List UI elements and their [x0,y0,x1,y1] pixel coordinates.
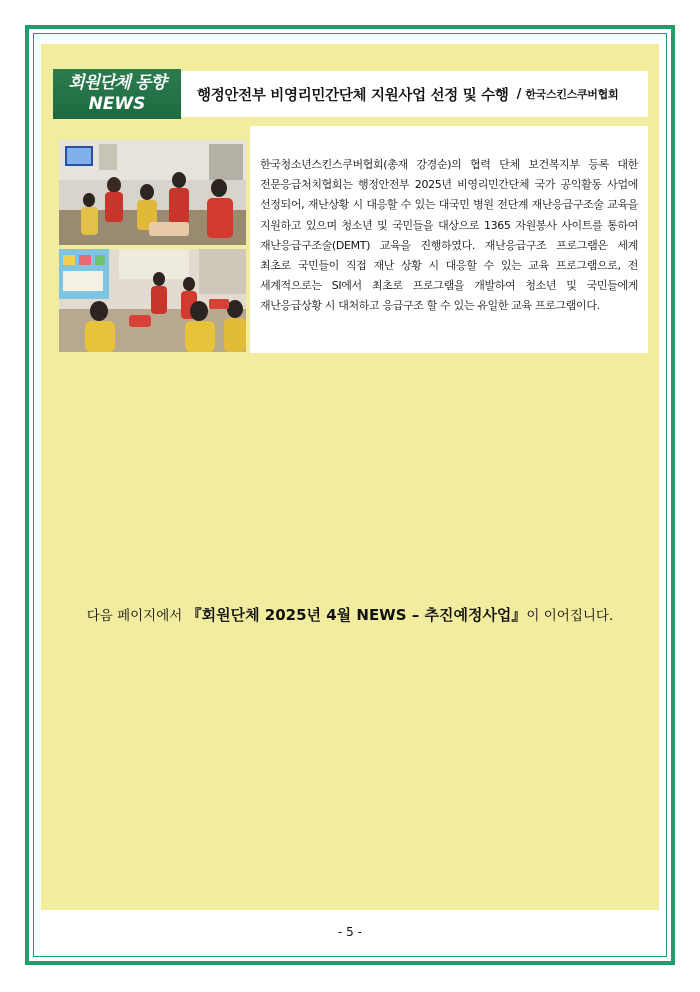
section-badge [53,69,181,119]
page-number: - 5 - [338,925,362,939]
notice-highlight: 『회원단체 2025년 4월 NEWS – 추진예정사업』 [186,606,527,624]
notice-prefix: 다음 페이지에서 [86,608,187,624]
article-header [181,71,648,117]
notice-suffix: 이 이어집니다. [526,608,614,624]
section-badge-title: 회원단체 동향 [68,73,166,93]
header-separator: / [516,86,522,102]
article-body: 한국청소년스킨스쿠버협회(총재 강경순)의 협력 단체 보건복지부 등록 대한 전문응급처치협회는 행정안전부 2025년 비영리민간단체 국가 공익활동 사업에 선정되어, 재난상황 시 대응할 수 있는 대국민 병원 전단계 재난응급구조술 교육을 지원하고 있으며 청소년 및 국민들을 대상으로 1365 자원봉사 사이트를 통하여 재난응급구조술(DEMT) 교육을 진행하였다. 재난응급구조 프로그램은 세계 최초로 국민들이 직접 재난 상황 시 대응할 수 있는 교육 프로그램으로, 전 세계적으로는 SI에서 최초로 프로그램을 개발하여 청소년 및 국민들에게 재난응급상황 시 대처하고 응급구조 할 수 있는 유일한 교육 프로그램이다. [260,158,638,313]
next-page-notice [45,604,655,625]
article-box [250,126,648,353]
organization-name: 한국스킨스쿠버협회 [525,88,619,101]
section-badge-subtitle: NEWS [88,94,146,114]
training-photo-bottom [59,249,246,352]
article-headline: 행정안전부 비영리민간단체 지원사업 선정 및 수행 [197,87,509,104]
training-photo-top [59,140,246,245]
